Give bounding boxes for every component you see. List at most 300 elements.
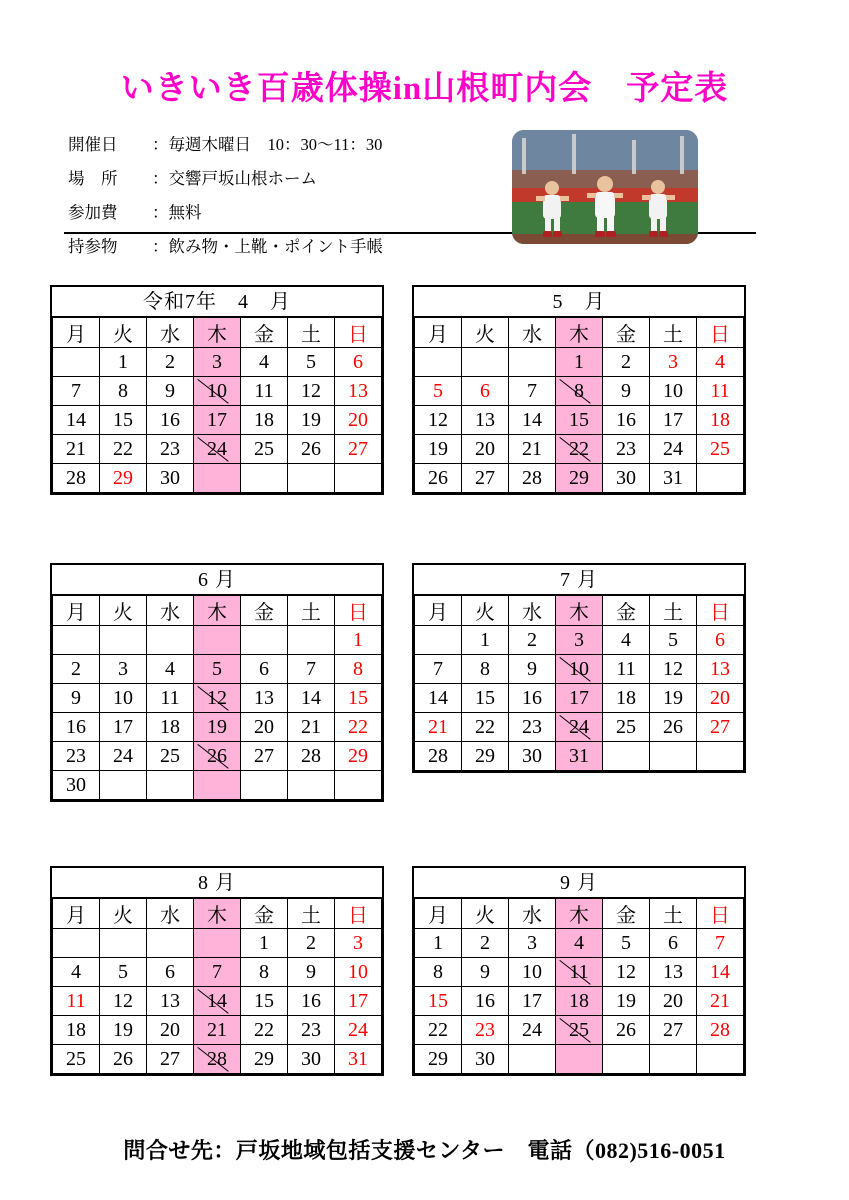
calendar-day-cell: 4: [147, 655, 194, 684]
calendar-day-cell: 12: [650, 655, 697, 684]
info-label: 参加費: [68, 203, 118, 222]
calendar-day-cell: 18: [556, 987, 603, 1016]
calendar-day-cell: 27: [147, 1045, 194, 1074]
calendar-day-cell: 13: [650, 958, 697, 987]
calendar-day-cell: 16: [603, 406, 650, 435]
weekday-header-木: 木: [194, 899, 241, 929]
info-value: 毎週木曜日 10：30〜11：30: [168, 135, 383, 154]
calendar-day-cell: 27: [335, 435, 382, 464]
calendar-cell-empty: [241, 771, 288, 800]
calendar-day-cell: 5: [194, 655, 241, 684]
calendar-day-cell: 28: [53, 464, 100, 493]
weekday-header-月: 月: [53, 899, 100, 929]
weekday-header-水: 水: [147, 596, 194, 626]
calendar-day-cell: 9: [53, 684, 100, 713]
weekday-header-金: 金: [241, 899, 288, 929]
info-row: [68, 230, 488, 264]
weekday-header-金: 金: [241, 318, 288, 348]
weekday-header-木: 木: [556, 596, 603, 626]
calendar-day-cell: 24: [194, 435, 241, 464]
calendar-day-cell: 22: [100, 435, 147, 464]
info-separator: ：: [152, 135, 169, 154]
calendar-day-cell: 31: [650, 464, 697, 493]
calendar-day-cell: 18: [697, 406, 744, 435]
calendar-cell-empty: [100, 626, 147, 655]
calendar-week-row: [53, 435, 382, 464]
weekday-header-土: 土: [288, 596, 335, 626]
weekday-header-金: 金: [603, 596, 650, 626]
calendar-day-cell: 21: [415, 713, 462, 742]
calendar-week-row: [415, 348, 744, 377]
calendar-week-row: [53, 655, 382, 684]
calendar-day-cell: 25: [556, 1016, 603, 1045]
calendar-day-cell: 12: [100, 987, 147, 1016]
calendar-day-cell: 24: [556, 713, 603, 742]
calendar-cell-empty: [335, 771, 382, 800]
calendar-day-cell: 14: [288, 684, 335, 713]
calendar-day-cell: 1: [241, 929, 288, 958]
weekday-header-土: 土: [288, 899, 335, 929]
calendar-day-cell: 29: [462, 742, 509, 771]
calendar-day-cell: 9: [288, 958, 335, 987]
info-separator: ：: [152, 169, 169, 188]
calendar-day-cell: 3: [650, 348, 697, 377]
calendar-day-cell: 20: [335, 406, 382, 435]
weekday-header-row: [415, 899, 744, 929]
calendar-cell-empty: [335, 464, 382, 493]
calendar-week-row: [415, 626, 744, 655]
weekday-header-土: 土: [650, 899, 697, 929]
weekday-header-row: [415, 318, 744, 348]
exercise-photo: [512, 130, 698, 244]
calendar-day-cell: 17: [509, 987, 556, 1016]
calendar-day-cell: 21: [509, 435, 556, 464]
calendar-day-cell: 7: [697, 929, 744, 958]
calendar-day-cell: 29: [100, 464, 147, 493]
calendar-day-cell: 19: [603, 987, 650, 1016]
calendar-day-cell: 6: [147, 958, 194, 987]
weekday-header-土: 土: [650, 318, 697, 348]
calendar-cell-empty: [53, 626, 100, 655]
calendar-day-cell: 23: [603, 435, 650, 464]
calendar-day-cell: 27: [462, 464, 509, 493]
weekday-header-水: 水: [147, 899, 194, 929]
calendar-day-cell: 31: [335, 1045, 382, 1074]
calendar-day-cell: 27: [697, 713, 744, 742]
calendar-week-row: [53, 626, 382, 655]
weekday-header-火: 火: [100, 596, 147, 626]
calendar-cell-empty: [194, 771, 241, 800]
info-row: [68, 196, 488, 230]
calendar-title: 7 月: [414, 565, 744, 595]
calendar-grid: [52, 317, 382, 493]
calendar-cell-empty: [53, 348, 100, 377]
calendar-day-cell: 11: [53, 987, 100, 1016]
calendar-day-cell: 2: [288, 929, 335, 958]
calendar-day-cell: 1: [100, 348, 147, 377]
calendar-day-cell: 26: [100, 1045, 147, 1074]
calendar-day-cell: 8: [241, 958, 288, 987]
calendar-day-cell: 11: [556, 958, 603, 987]
calendar-day-cell: 27: [241, 742, 288, 771]
calendar-week-row: [53, 377, 382, 406]
calendar-week-row: [53, 348, 382, 377]
calendar-day-cell: 22: [241, 1016, 288, 1045]
calendar-day-cell: 26: [650, 713, 697, 742]
calendar-day-cell: 2: [509, 626, 556, 655]
calendar-day-cell: 5: [288, 348, 335, 377]
calendar-day-cell: 13: [147, 987, 194, 1016]
weekday-header-日: 日: [335, 596, 382, 626]
calendar-day-cell: 5: [650, 626, 697, 655]
calendar-day-cell: 29: [241, 1045, 288, 1074]
calendar-day-cell: 30: [147, 464, 194, 493]
calendar-day-cell: 3: [556, 626, 603, 655]
calendar-month-9: [412, 866, 746, 1076]
calendar-week-row: [53, 1045, 382, 1074]
calendar-title: 令和7年 4 月: [52, 287, 382, 317]
calendar-week-row: [53, 406, 382, 435]
calendar-day-cell: 15: [100, 406, 147, 435]
calendar-day-cell: 25: [697, 435, 744, 464]
calendar-month-7: [412, 563, 746, 773]
weekday-header-月: 月: [53, 596, 100, 626]
calendar-day-cell: 29: [556, 464, 603, 493]
calendar-cell-empty: [288, 464, 335, 493]
calendar-month-4: [50, 285, 384, 495]
calendar-day-cell: 20: [241, 713, 288, 742]
calendar-day-cell: 26: [194, 742, 241, 771]
calendar-day-cell: 8: [100, 377, 147, 406]
calendar-day-cell: 24: [509, 1016, 556, 1045]
calendar-day-cell: 16: [509, 684, 556, 713]
calendar-day-cell: 24: [335, 1016, 382, 1045]
calendar-day-cell: 21: [697, 987, 744, 1016]
calendar-day-cell: 6: [241, 655, 288, 684]
calendar-day-cell: 13: [462, 406, 509, 435]
calendar-week-row: [415, 464, 744, 493]
calendar-week-row: [53, 684, 382, 713]
calendar-day-cell: 17: [194, 406, 241, 435]
weekday-header-木: 木: [194, 318, 241, 348]
calendar-day-cell: 12: [288, 377, 335, 406]
info-row: [68, 162, 488, 196]
calendar-day-cell: 10: [335, 958, 382, 987]
calendar-day-cell: 30: [462, 1045, 509, 1074]
calendar-cell-empty: [697, 1045, 744, 1074]
weekday-header-火: 火: [100, 318, 147, 348]
calendar-day-cell: 10: [100, 684, 147, 713]
calendar-day-cell: 31: [556, 742, 603, 771]
info-label: 開催日: [68, 135, 118, 154]
calendar-month-8: [50, 866, 384, 1076]
calendar-cell-empty: [697, 742, 744, 771]
calendar-day-cell: 16: [288, 987, 335, 1016]
calendar-day-cell: 11: [147, 684, 194, 713]
calendar-day-cell: 22: [556, 435, 603, 464]
calendar-day-cell: 4: [697, 348, 744, 377]
calendar-day-cell: 3: [194, 348, 241, 377]
calendar-day-cell: 23: [462, 1016, 509, 1045]
calendar-week-row: [415, 406, 744, 435]
weekday-header-日: 日: [335, 899, 382, 929]
weekday-header-row: [53, 596, 382, 626]
calendar-cell-empty: [415, 626, 462, 655]
calendar-week-row: [415, 1016, 744, 1045]
calendar-day-cell: 19: [288, 406, 335, 435]
calendar-week-row: [415, 929, 744, 958]
calendar-day-cell: 1: [415, 929, 462, 958]
calendar-day-cell: 8: [462, 655, 509, 684]
weekday-header-row: [415, 596, 744, 626]
calendar-day-cell: 4: [603, 626, 650, 655]
page-title: いきいき百歳体操in山根町内会 予定表: [120, 71, 729, 107]
calendar-title: 8 月: [52, 868, 382, 898]
calendar-day-cell: 10: [194, 377, 241, 406]
calendar-week-row: [415, 435, 744, 464]
calendar-day-cell: 20: [462, 435, 509, 464]
weekday-header-水: 水: [509, 318, 556, 348]
calendar-day-cell: 25: [603, 713, 650, 742]
calendar-day-cell: 20: [650, 987, 697, 1016]
calendar-day-cell: 8: [556, 377, 603, 406]
weekday-header-金: 金: [241, 596, 288, 626]
calendar-day-cell: 7: [415, 655, 462, 684]
calendar-day-cell: 16: [147, 406, 194, 435]
calendar-day-cell: 4: [53, 958, 100, 987]
calendar-day-cell: 2: [462, 929, 509, 958]
calendar-day-cell: 8: [335, 655, 382, 684]
calendar-week-row: [53, 958, 382, 987]
calendar-day-cell: 10: [509, 958, 556, 987]
calendar-week-row: [53, 742, 382, 771]
calendar-day-cell: 7: [509, 377, 556, 406]
calendar-day-cell: 28: [194, 1045, 241, 1074]
calendar-day-cell: 23: [509, 713, 556, 742]
contact-footer: 問合せ先：戸坂地域包括支援センター 電話（082)516-0051: [123, 1138, 726, 1163]
calendar-day-cell: 15: [335, 684, 382, 713]
calendar-day-cell: 26: [415, 464, 462, 493]
calendar-week-row: [415, 958, 744, 987]
calendar-day-cell: 22: [415, 1016, 462, 1045]
calendar-day-cell: 16: [53, 713, 100, 742]
info-separator: ：: [152, 237, 169, 256]
calendar-day-cell: 17: [556, 684, 603, 713]
calendar-day-cell: 6: [462, 377, 509, 406]
calendar-title: 5 月: [414, 287, 744, 317]
event-info: [68, 128, 488, 264]
calendar-grid: [414, 898, 744, 1074]
calendar-day-cell: 6: [335, 348, 382, 377]
calendar-day-cell: 3: [335, 929, 382, 958]
calendar-day-cell: 5: [100, 958, 147, 987]
calendar-week-row: [53, 1016, 382, 1045]
calendar-cell-empty: [241, 626, 288, 655]
weekday-header-火: 火: [100, 899, 147, 929]
calendar-grid: [52, 595, 382, 800]
calendar-day-cell: 21: [288, 713, 335, 742]
calendar-cell-empty: [603, 742, 650, 771]
calendar-cell-empty: [194, 464, 241, 493]
calendar-day-cell: 19: [415, 435, 462, 464]
calendar-cell-empty: [509, 1045, 556, 1074]
weekday-header-木: 木: [194, 596, 241, 626]
weekday-header-金: 金: [603, 318, 650, 348]
calendar-week-row: [415, 713, 744, 742]
calendar-day-cell: 4: [241, 348, 288, 377]
calendar-day-cell: 10: [556, 655, 603, 684]
weekday-header-水: 水: [509, 596, 556, 626]
calendar-month-5: [412, 285, 746, 495]
calendar-day-cell: 14: [415, 684, 462, 713]
info-value: 飲み物・上靴・ポイント手帳: [168, 237, 383, 256]
weekday-header-水: 水: [147, 318, 194, 348]
calendar-day-cell: 12: [415, 406, 462, 435]
calendar-day-cell: 23: [288, 1016, 335, 1045]
calendar-cell-empty: [650, 1045, 697, 1074]
calendar-cell-empty: [556, 1045, 603, 1074]
calendar-cell-empty: [100, 929, 147, 958]
calendar-week-row: [53, 713, 382, 742]
calendar-day-cell: 12: [603, 958, 650, 987]
calendar-day-cell: 19: [100, 1016, 147, 1045]
weekday-header-木: 木: [556, 318, 603, 348]
calendar-day-cell: 14: [509, 406, 556, 435]
calendar-day-cell: 28: [415, 742, 462, 771]
calendar-day-cell: 29: [415, 1045, 462, 1074]
calendar-day-cell: 3: [509, 929, 556, 958]
calendar-cell-empty: [194, 626, 241, 655]
calendar-day-cell: 4: [556, 929, 603, 958]
info-separator: ：: [152, 203, 169, 222]
calendar-cell-empty: [603, 1045, 650, 1074]
calendar-day-cell: 13: [697, 655, 744, 684]
weekday-header-月: 月: [415, 318, 462, 348]
calendar-day-cell: 18: [53, 1016, 100, 1045]
calendar-day-cell: 7: [53, 377, 100, 406]
calendar-grid: [414, 317, 744, 493]
calendar-day-cell: 9: [147, 377, 194, 406]
calendar-week-row: [415, 655, 744, 684]
weekday-header-木: 木: [556, 899, 603, 929]
calendar-cell-empty: [415, 348, 462, 377]
calendar-day-cell: 17: [335, 987, 382, 1016]
calendar-cell-empty: [509, 348, 556, 377]
calendar-day-cell: 24: [650, 435, 697, 464]
calendar-cell-empty: [288, 626, 335, 655]
calendar-day-cell: 22: [462, 713, 509, 742]
info-label: 持参物: [68, 237, 118, 256]
calendar-day-cell: 23: [147, 435, 194, 464]
weekday-header-日: 日: [335, 318, 382, 348]
calendar-day-cell: 2: [53, 655, 100, 684]
calendar-week-row: [415, 1045, 744, 1074]
calendar-day-cell: 25: [241, 435, 288, 464]
weekday-header-月: 月: [415, 596, 462, 626]
calendar-day-cell: 30: [288, 1045, 335, 1074]
calendar-week-row: [53, 464, 382, 493]
calendar-day-cell: 8: [415, 958, 462, 987]
weekday-header-月: 月: [53, 318, 100, 348]
calendar-cell-empty: [53, 929, 100, 958]
calendar-week-row: [415, 684, 744, 713]
weekday-header-月: 月: [415, 899, 462, 929]
weekday-header-土: 土: [288, 318, 335, 348]
calendar-day-cell: 15: [462, 684, 509, 713]
calendar-day-cell: 20: [697, 684, 744, 713]
weekday-header-水: 水: [509, 899, 556, 929]
calendar-day-cell: 15: [556, 406, 603, 435]
calendar-day-cell: 18: [603, 684, 650, 713]
calendar-day-cell: 9: [603, 377, 650, 406]
calendar-day-cell: 19: [650, 684, 697, 713]
calendar-day-cell: 15: [241, 987, 288, 1016]
calendar-day-cell: 30: [603, 464, 650, 493]
calendar-day-cell: 27: [650, 1016, 697, 1045]
calendar-day-cell: 9: [509, 655, 556, 684]
calendar-day-cell: 18: [241, 406, 288, 435]
calendar-week-row: [415, 987, 744, 1016]
calendar-grid: [414, 595, 744, 771]
info-label: 場 所: [68, 169, 118, 188]
weekday-header-日: 日: [697, 899, 744, 929]
weekday-header-火: 火: [462, 596, 509, 626]
calendar-day-cell: 13: [241, 684, 288, 713]
calendar-day-cell: 15: [415, 987, 462, 1016]
calendar-day-cell: 6: [650, 929, 697, 958]
calendar-cell-empty: [147, 626, 194, 655]
calendar-day-cell: 17: [650, 406, 697, 435]
calendar-day-cell: 12: [194, 684, 241, 713]
calendar-day-cell: 20: [147, 1016, 194, 1045]
weekday-header-火: 火: [462, 899, 509, 929]
calendar-day-cell: 5: [603, 929, 650, 958]
info-value: 無料: [168, 203, 202, 222]
calendar-day-cell: 23: [53, 742, 100, 771]
calendar-day-cell: 19: [194, 713, 241, 742]
calendar-day-cell: 14: [194, 987, 241, 1016]
calendar-day-cell: 25: [53, 1045, 100, 1074]
calendar-day-cell: 29: [335, 742, 382, 771]
weekday-header-row: [53, 899, 382, 929]
calendar-day-cell: 14: [697, 958, 744, 987]
calendar-day-cell: 1: [556, 348, 603, 377]
calendar-week-row: [53, 987, 382, 1016]
calendar-day-cell: 25: [147, 742, 194, 771]
calendar-day-cell: 24: [100, 742, 147, 771]
info-row: [68, 128, 488, 162]
calendar-week-row: [53, 929, 382, 958]
calendar-day-cell: 28: [288, 742, 335, 771]
calendar-cell-empty: [100, 771, 147, 800]
calendar-grid: [52, 898, 382, 1074]
calendar-cell-empty: [147, 771, 194, 800]
calendar-day-cell: 18: [147, 713, 194, 742]
calendar-day-cell: 13: [335, 377, 382, 406]
calendar-day-cell: 7: [194, 958, 241, 987]
calendar-day-cell: 1: [335, 626, 382, 655]
calendar-day-cell: 21: [194, 1016, 241, 1045]
calendar-title: 6 月: [52, 565, 382, 595]
calendar-day-cell: 22: [335, 713, 382, 742]
weekday-header-金: 金: [603, 899, 650, 929]
calendar-cell-empty: [147, 929, 194, 958]
photo-illustration: [512, 130, 698, 244]
calendar-day-cell: 21: [53, 435, 100, 464]
calendar-day-cell: 11: [603, 655, 650, 684]
calendar-cell-empty: [462, 348, 509, 377]
calendar-day-cell: 11: [697, 377, 744, 406]
